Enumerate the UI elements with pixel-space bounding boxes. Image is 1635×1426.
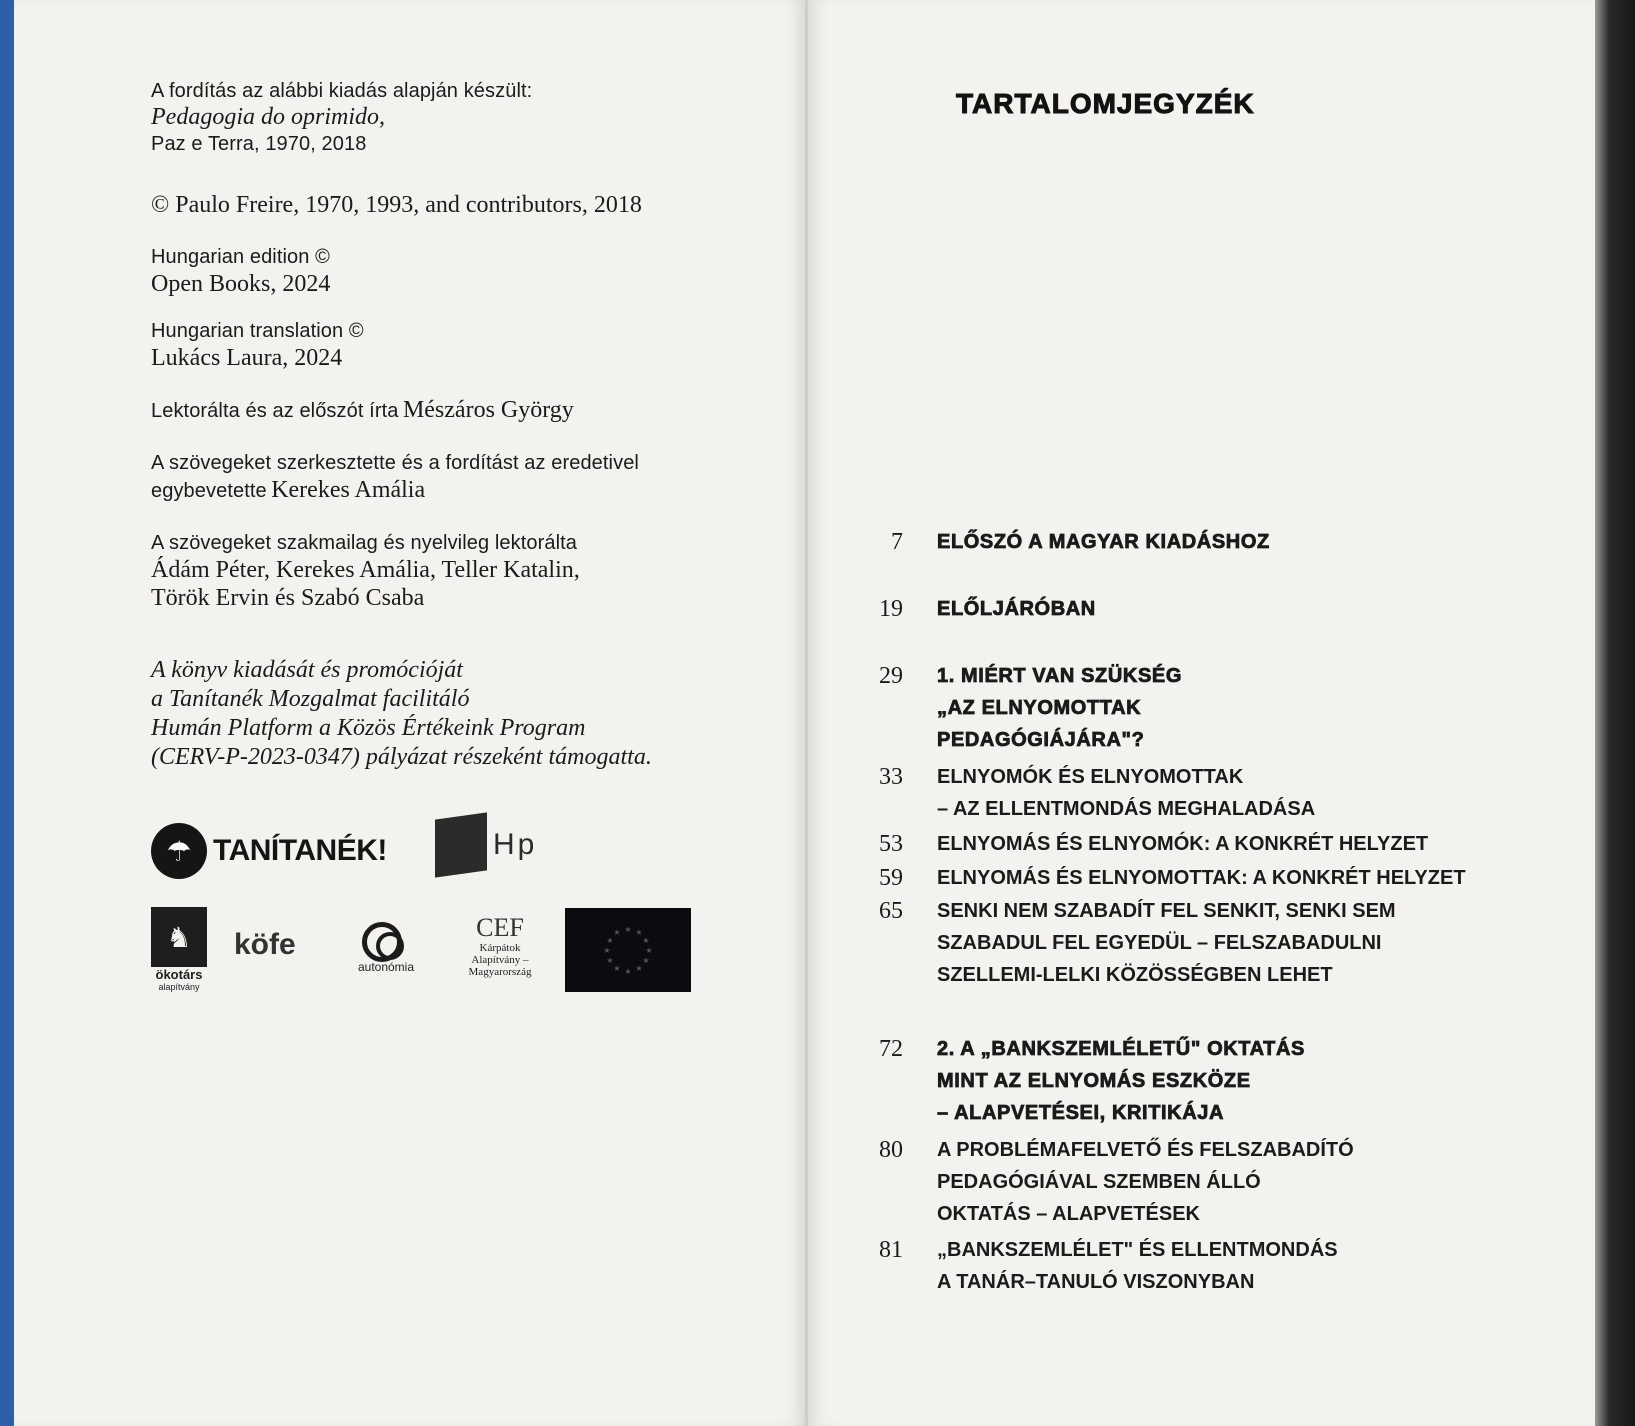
- toc-entry-line: A TANÁR–TANULÓ VISZONYBAN: [937, 1271, 1255, 1293]
- toc-entry-line: PEDAGÓGIÁJÁRA"?: [937, 729, 1145, 751]
- toc-entry-line: ELNYOMÓK ÉS ELNYOMOTTAK: [937, 766, 1244, 788]
- original-publisher: Paz e Terra, 1970, 2018: [151, 133, 367, 155]
- toc-page-number: 7: [891, 529, 903, 555]
- kofe-wordmark: köfe: [234, 928, 296, 961]
- toc-entry-title: [937, 660, 1557, 756]
- toc-entry-title: [937, 593, 1557, 625]
- toc-entry-line: MINT AZ ELNYOMÁS ESZKÖZE: [937, 1070, 1251, 1092]
- kofe-logo: [234, 928, 296, 962]
- toc-page-number: 33: [879, 764, 903, 790]
- svg-text:★: ★: [642, 956, 650, 965]
- szerkesztette-value: Kerekes Amália: [271, 477, 426, 503]
- cef-caption-1: Kárpátok: [479, 942, 521, 954]
- okotars-caption: alapítvány: [158, 982, 200, 992]
- toc-page-number: 81: [879, 1237, 903, 1263]
- toc-entry-line: ELŐLJÁRÓBAN: [937, 598, 1096, 620]
- cef-caption-3: Magyarország: [468, 966, 532, 978]
- tanitanek-logo: [151, 823, 387, 879]
- toc-entry-title: [937, 828, 1557, 860]
- lektoralta-value: Mészáros György: [402, 397, 574, 423]
- hp-wordmark: Hp: [493, 828, 538, 861]
- hungarian-translation-value: Lukács Laura, 2024: [151, 345, 343, 371]
- cef-mark: CEF: [476, 913, 524, 942]
- okotars-emblem-icon: ♞: [151, 907, 207, 967]
- hungarian-edition-value: Open Books, 2024: [151, 271, 331, 297]
- background-edge: [1595, 0, 1635, 1426]
- okotars-logo: [151, 907, 207, 992]
- toc-entry-line: – ALAPVETÉSEI, KRITIKÁJA: [937, 1102, 1225, 1124]
- svg-text:★: ★: [645, 946, 653, 955]
- toc-entry-title: [937, 862, 1557, 894]
- toc-entry-line: 2. A „BANKSZEMLÉLETŰ" OKTATÁS: [937, 1038, 1305, 1060]
- toc-entry-title: [937, 526, 1557, 558]
- toc-page-number: 19: [879, 596, 903, 622]
- toc-entry-line: 1. MIÉRT VAN SZÜKSÉG: [937, 665, 1182, 687]
- szerkesztette-label-2: egybevetette: [151, 480, 267, 502]
- toc-entry-line: SZABADUL FEL EGYEDÜL – FELSZABADULNI: [937, 932, 1382, 954]
- toc-entry-line: ELŐSZÓ A MAGYAR KIADÁSHOZ: [937, 531, 1270, 553]
- toc-entry-title: [937, 895, 1557, 991]
- toc-page-number: 72: [879, 1036, 903, 1062]
- toc-entry-line: OKTATÁS – ALAPVETÉSEK: [937, 1203, 1200, 1225]
- rings-icon: [356, 920, 416, 960]
- left-page-colophon: [14, 0, 806, 1426]
- hp-logo: [435, 816, 537, 874]
- toc-entry-line: „BANKSZEMLÉLET" ÉS ELLENTMONDÁS: [937, 1239, 1338, 1261]
- toc-entry-line: ELNYOMÁS ÉS ELNYOMÓK: A KONKRÉT HELYZET: [937, 833, 1429, 855]
- copyright-author: © Paulo Freire, 1970, 1993, and contributors, 2018: [151, 192, 642, 218]
- toc-entry-line: – AZ ELLENTMONDÁS MEGHALADÁSA: [937, 798, 1316, 820]
- support-line: (CERV-P-2023-0347) pályázat részeként támogatta.: [151, 744, 652, 770]
- toc-entry-title: [937, 1033, 1557, 1129]
- toc-entry-line: SENKI NEM SZABADÍT FEL SENKIT, SENKI SEM: [937, 900, 1396, 922]
- szerkesztette-line: [151, 477, 425, 506]
- svg-text:★: ★: [635, 964, 643, 973]
- toc-entry-line: ELNYOMÁS ÉS ELNYOMOTTAK: A KONKRÉT HELYZET: [937, 867, 1466, 889]
- toc-page-number: 65: [879, 898, 903, 924]
- original-title: Pedagogia do oprimido,: [151, 104, 385, 130]
- lektoralta-label: Lektorálta és az előszót írta: [151, 400, 399, 422]
- support-line: a Tanítanék Mozgalmat facilitáló: [151, 686, 470, 712]
- svg-text:★: ★: [613, 928, 621, 937]
- eu-flag: [565, 908, 691, 992]
- lektoralta-line: [151, 397, 574, 426]
- translation-source-intro: A fordítás az alábbi kiadás alapján készült:: [151, 80, 533, 102]
- tanitanek-wordmark: TANÍTANÉK!: [213, 834, 387, 867]
- toc-entry-title: [937, 1234, 1557, 1298]
- toc-page-number: 29: [879, 663, 903, 689]
- svg-text:★: ★: [606, 956, 614, 965]
- svg-text:★: ★: [624, 925, 632, 934]
- szerkesztette-label: A szövegeket szerkesztette és a fordítást az eredetivel: [151, 452, 639, 474]
- cef-logo: [461, 914, 539, 978]
- toc-page-number: 80: [879, 1137, 903, 1163]
- autonomia-wordmark: autonómia: [357, 960, 415, 974]
- toc-entry-title: [937, 761, 1557, 825]
- right-page-toc: [808, 0, 1595, 1426]
- svg-text:★: ★: [603, 946, 611, 955]
- svg-text:★: ★: [613, 964, 621, 973]
- cube-icon: [435, 812, 487, 877]
- support-line: A könyv kiadását és promócióját: [151, 657, 463, 683]
- cef-caption-2: Alapítvány –: [471, 954, 529, 966]
- okotars-wordmark: ökotárs: [155, 967, 203, 982]
- szakmailag-label: A szövegeket szakmailag és nyelvileg lektorálta: [151, 532, 578, 554]
- svg-text:★: ★: [624, 967, 632, 976]
- toc-entry-line: SZELLEMI-LELKI KÖZÖSSÉGBEN LEHET: [937, 964, 1333, 986]
- svg-text:★: ★: [635, 928, 643, 937]
- toc-entry-line: PEDAGÓGIÁVAL SZEMBEN ÁLLÓ: [937, 1171, 1261, 1193]
- hungarian-translation-label: Hungarian translation ©: [151, 320, 364, 342]
- toc-entry-title: [937, 1134, 1557, 1230]
- svg-text:★: ★: [606, 936, 614, 945]
- svg-text:★: ★: [642, 936, 650, 945]
- toc-title: TARTALOMJEGYZÉK: [956, 88, 1255, 119]
- umbrella-icon: ☂: [151, 823, 207, 879]
- hungarian-edition-label: Hungarian edition ©: [151, 246, 330, 268]
- toc-page-number: 53: [879, 831, 903, 857]
- eu-stars-icon: [565, 908, 691, 992]
- autonomia-logo: [346, 920, 426, 974]
- toc-entry-line: „AZ ELNYOMOTTAK: [937, 697, 1142, 719]
- support-line: Humán Platform a Közös Értékeink Program: [151, 715, 586, 741]
- book-cover-edge: [0, 0, 14, 1426]
- szakmailag-value-2: Török Ervin és Szabó Csaba: [151, 585, 425, 611]
- toc-page-number: 59: [879, 865, 903, 891]
- toc-entry-line: A PROBLÉMAFELVETŐ ÉS FELSZABADÍTÓ: [937, 1139, 1354, 1161]
- szakmailag-value-1: Ádám Péter, Kerekes Amália, Teller Katalin,: [151, 557, 580, 583]
